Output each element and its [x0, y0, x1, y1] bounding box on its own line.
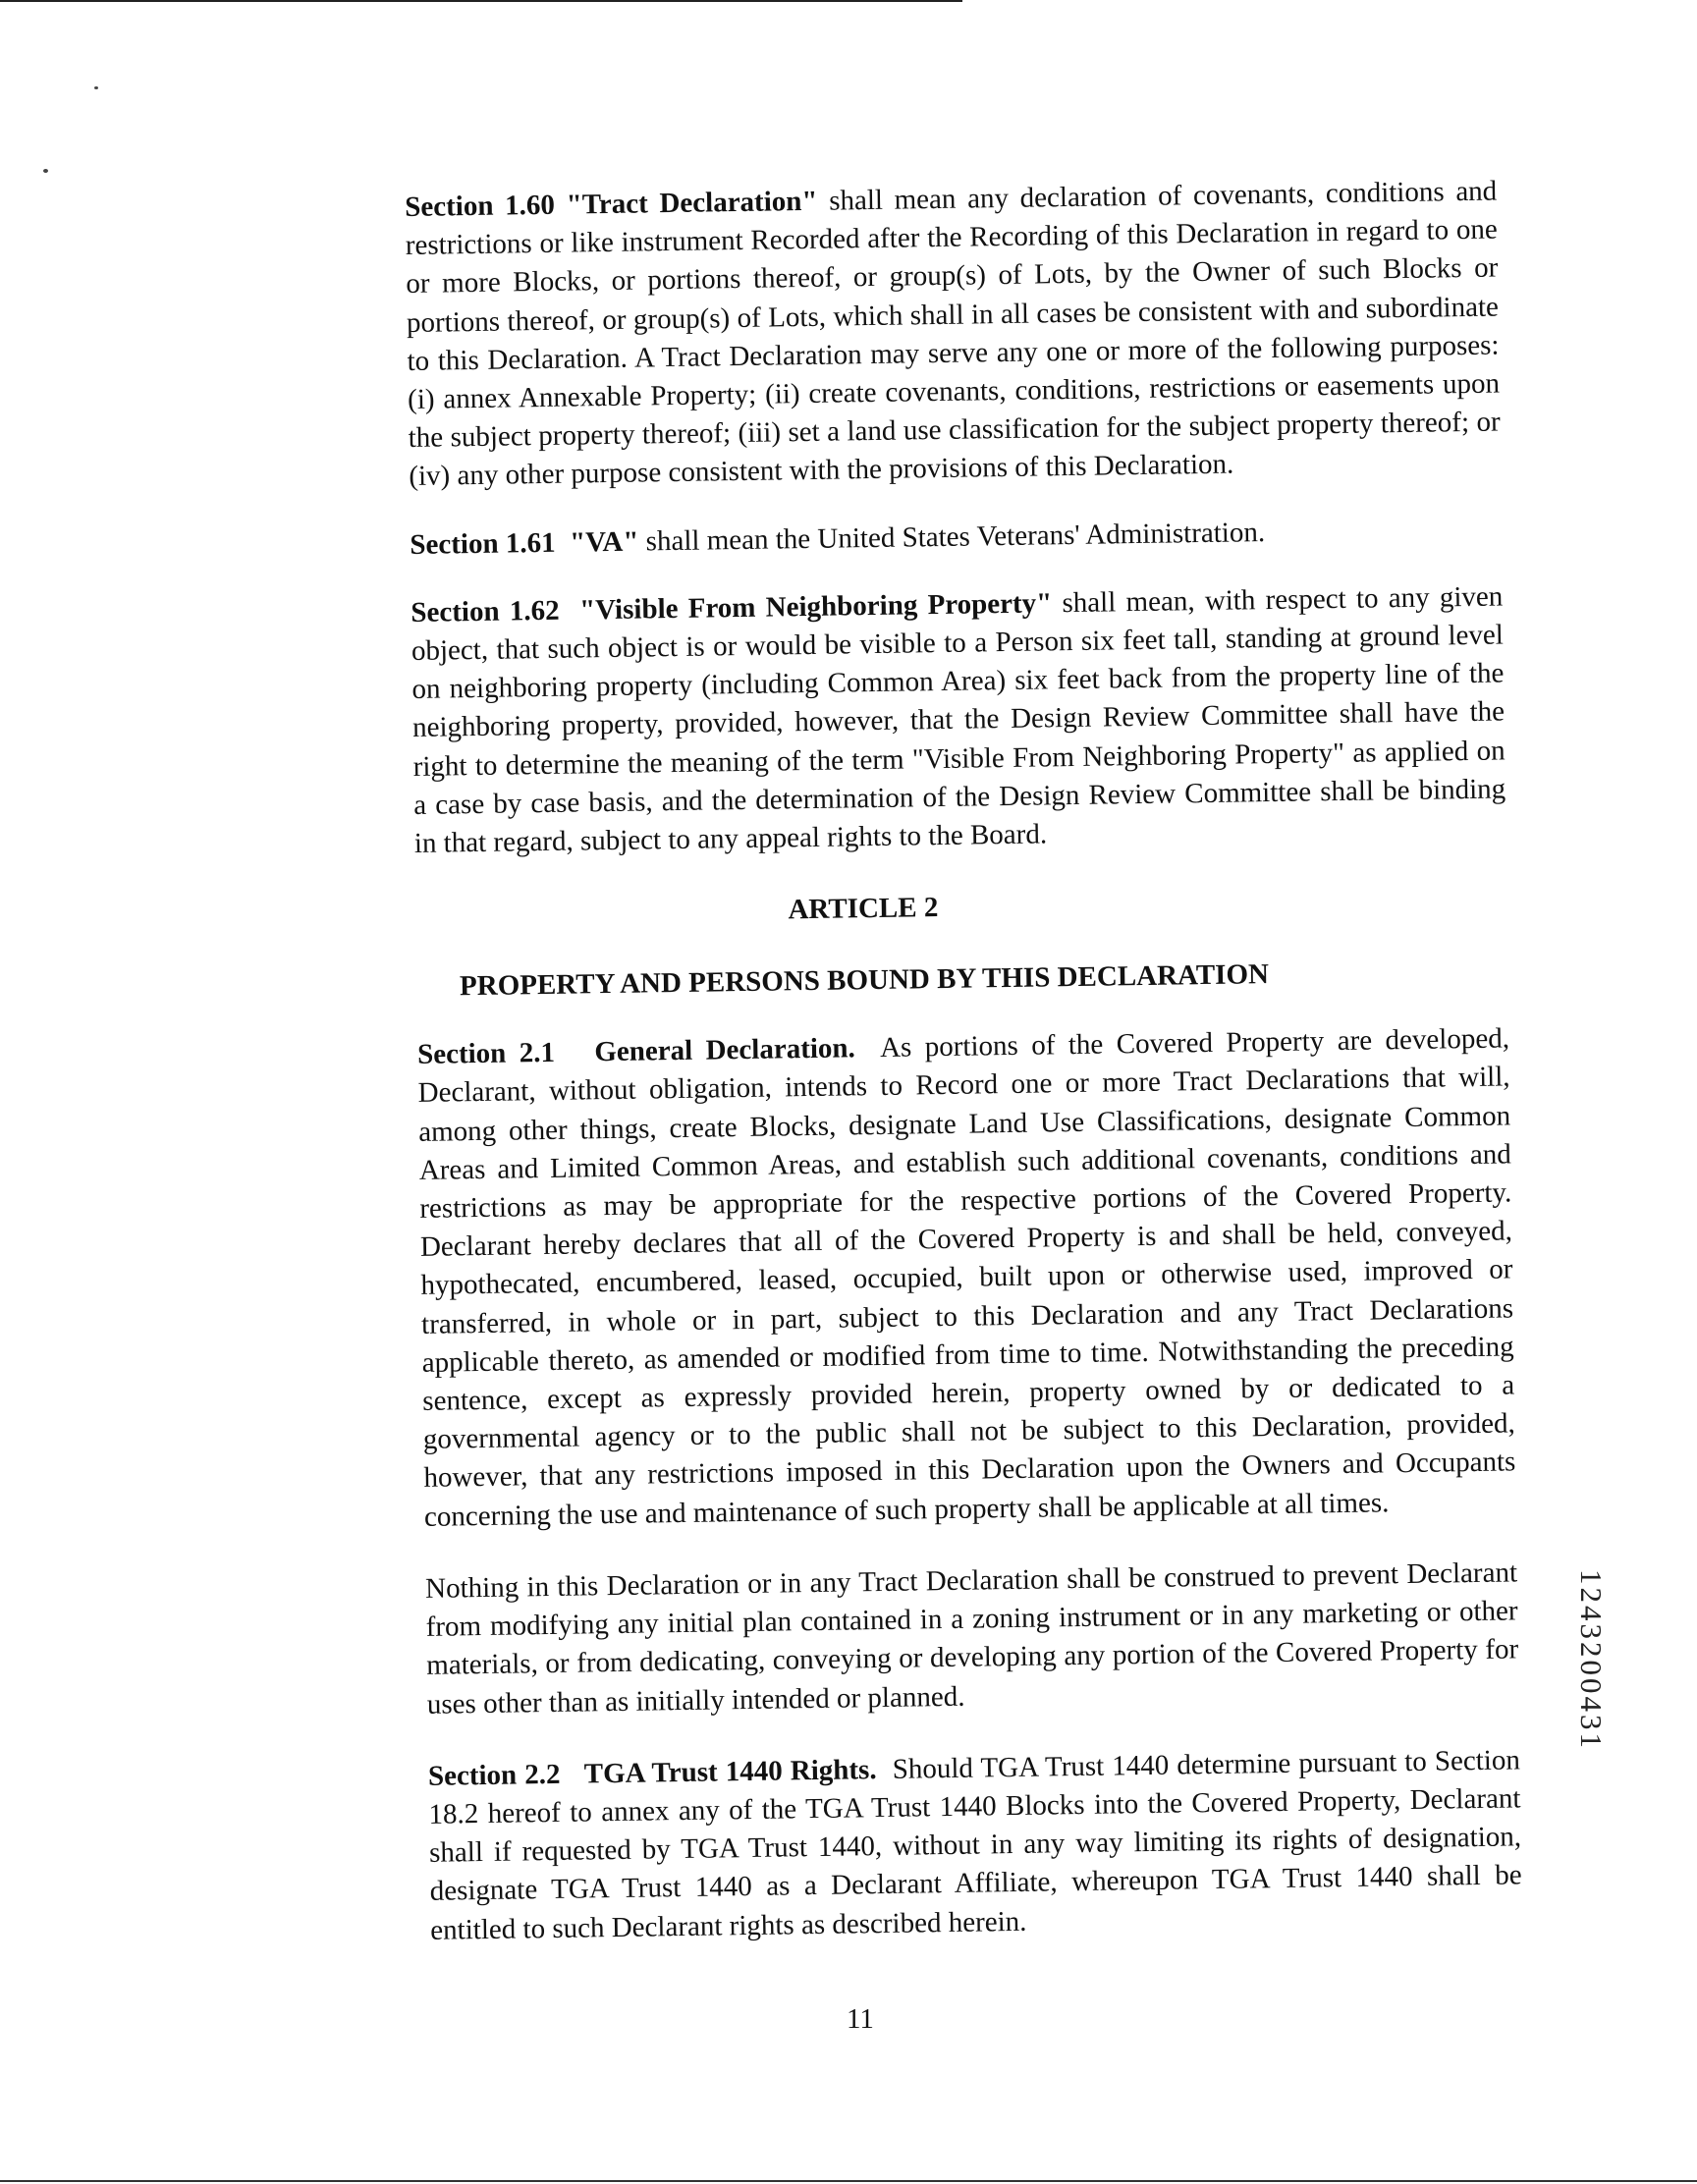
- article-title: PROPERTY AND PERSONS BOUND BY THIS DECLARATION: [459, 958, 1270, 1003]
- page-number: 11: [847, 2003, 874, 2035]
- section-2-2: [232, 1741, 1523, 1952]
- section-1-60: [208, 173, 1502, 500]
- section-number: Section 2.1: [416, 1037, 556, 1071]
- scan-edge-bottom: [0, 2180, 1697, 2182]
- section-number: Section 1.61: [410, 526, 556, 561]
- section-number: Section 2.2: [427, 1758, 561, 1792]
- section-body: shall mean any declaration of covenants, conditions and restrictions or like instrument Recorded after the Recording of this Declaration in regard to one or more Blocks, or portions thereof, or group(s) of Lots, by the Owner of such Blocks or portions thereof, or group(s) of Lots, which shall in all cases be consistent with and subordinate to this Declaration. A Tract Declaration may serve any one or more of the following purposes: (i) annex Annexable Property; (ii) create covenants, conditions, restrictions or easements upon the subject property thereof; (iii) set a land use classification for the subject property thereof; or (iv) any other purpose consistent with the provisions of this Declaration.: [405, 175, 1501, 493]
- article-heading: ARTICLE 2: [788, 892, 939, 926]
- scan-speck: [43, 169, 48, 173]
- paragraph-body: Nothing in this Declaration or in any Tract Declaration shall be construed to prevent Declarant from modifying any initial plan contained in a zoning instrument or in any marketing or other materials, or from dedicating, conveying or developing any portion of the Covered Property for uses other than as initially intended or planned.: [424, 1556, 1519, 1720]
- section-title: TGA Trust 1440 Rights.: [583, 1753, 877, 1790]
- section-body: shall mean the United States Veterans' Administration.: [645, 516, 1266, 558]
- section-number: Section 1.62: [411, 594, 560, 628]
- paragraph-nothing-in-declaration: [229, 1554, 1519, 1726]
- recording-number: 1243200431: [1574, 1569, 1609, 1751]
- scan-speck: [94, 86, 98, 89]
- document-page: [208, 173, 1522, 1953]
- scan-edge-top: [0, 0, 962, 2]
- section-body: As portions of the Covered Property are developed, Declarant, without obligation, intends to Record one or more Tract Declarations that will, among other things, create Blocks, designate Land Use Classifications, designate Common Areas and Limited Common Areas, and establish such additional covenants, conditions and restrictions as may be appropriate for the respective portions of the Covered Property. Declarant hereby declares that all of the Covered Property is and shall be held, conveyed, hypothecated, encumbered, leased, occupied, built upon or otherwise used, improved or transferred, in whole or in part, subject to this Declaration and any Tract Declarations applicable thereto, as amended or modified from time to time. Notwithstanding the preceding sentence, except as expressly provided herein, property owned by or dedicated to a governmental agency or to the public shall not be subject to this Declaration, provided, however, that any restrictions imposed in this Declaration upon the Owners and Occupants concerning the use and maintenance of such property shall be applicable at all times.: [417, 1022, 1516, 1533]
- section-title: General Declaration.: [594, 1032, 856, 1068]
- section-2-1: [221, 1020, 1516, 1540]
- section-title: "Tract Declaration": [566, 185, 818, 221]
- section-1-62: [214, 577, 1506, 866]
- section-title: "VA": [569, 525, 639, 559]
- section-body: Should TGA Trust 1440 determine pursuant to Section 18.2 hereof to annex any of the TGA Trust 1440 Blocks into the Covered Property, Declarant shall if requested by TGA Trust 1440, without in any way limiting its rights of designation, designate TGA Trust 1440 as a Declarant Affiliate, whereupon TGA Trust 1440 shall be entitled to such Declarant rights as described herein.: [428, 1744, 1522, 1946]
- section-body: shall mean, with respect to any given object, that such object is or would be visible to a Person six feet tall, standing at ground level on neighboring property (including Common Area) six feet back from the property line of the neighboring property, provided, however, that the Design Review Committee shall have the right to determine the meaning of the term "Visible From Neighboring Property" as applied on a case by case basis, and the determination of the Design Review Committee shall be binding in that regard, subject to any appeal rights to the Board.: [411, 580, 1506, 860]
- section-number: Section 1.60: [405, 189, 556, 224]
- section-title: "Visible From Neighboring Property": [578, 587, 1053, 627]
